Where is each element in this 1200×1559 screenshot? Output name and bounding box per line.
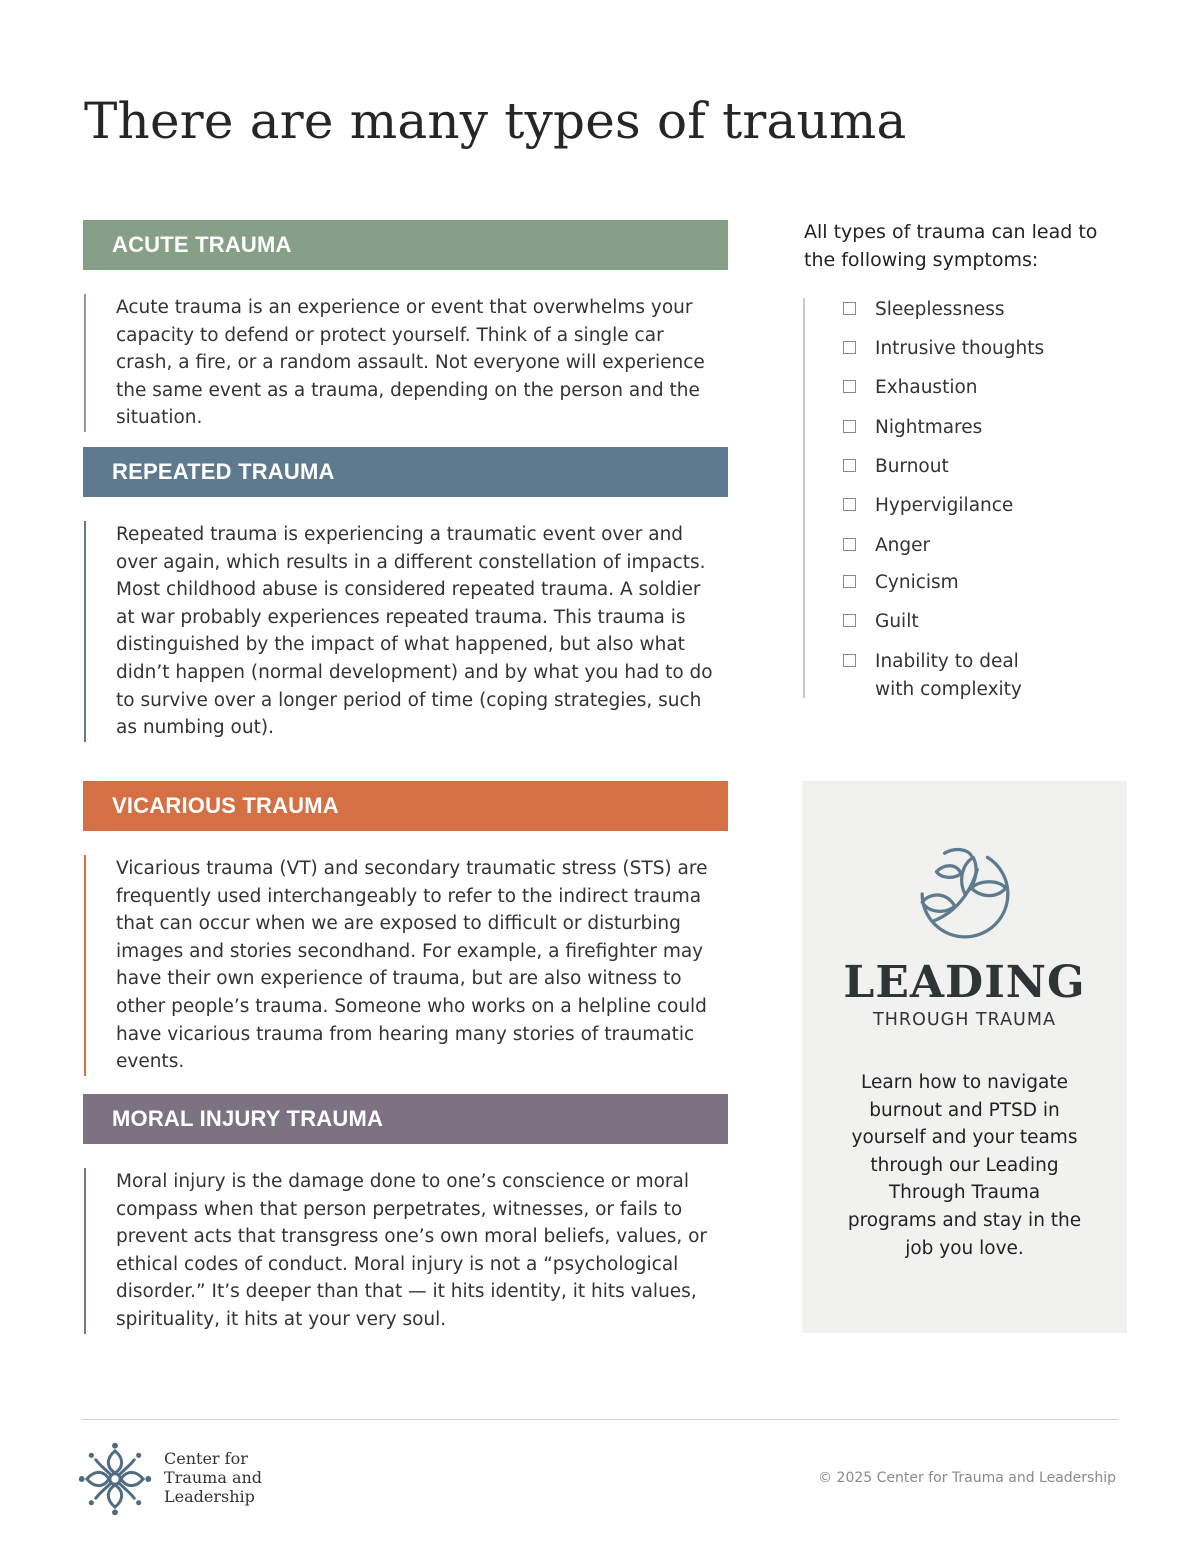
section-heading: ACUTE TRAUMA [83, 220, 728, 270]
section-heading: REPEATED TRAUMA [83, 447, 728, 497]
promo-text: Learn how to navigate burnout and PTSD in yourself and your teams through our Leading Through Trauma programs and stay in the job you love. [847, 1072, 1082, 1259]
checkbox-icon[interactable] [843, 614, 856, 627]
section-heading: MORAL INJURY TRAUMA [83, 1094, 728, 1144]
section-body: Repeated trauma is experiencing a traumatic event over and over again, which results in a different constellation of impacts. Most childhood abuse is considered repeated trauma. A soldier at war probably experiences repeated trauma. This trauma is distinguished by the impact of what happened, but also what didn’t happen (normal development) and by what you had to do to survive over a longer period of time (coping strategies, such as numbing out). [84, 521, 728, 742]
symptom-label: Exhaustion [875, 377, 978, 398]
symptom-label: Sleeplessness [875, 299, 1005, 320]
leading-through-trauma-promo [802, 781, 1127, 1333]
section-body: Acute trauma is an experience or event that overwhelms your capacity to defend or protect yourself. Think of a single car crash, a fire, or a random assault. Not everyone will experience the same event as a trauma, depending on the person and the situation. [84, 294, 728, 432]
section-heading: VICARIOUS TRAUMA [83, 781, 728, 831]
section-vicarious-trauma [83, 781, 728, 1076]
footer-divider [82, 1419, 1118, 1420]
section-acute-trauma [83, 220, 728, 432]
symptom-label: Hypervigilance [875, 495, 1014, 516]
symptom-label: Inability to deal with complexity [875, 651, 1022, 700]
symptom-label: Guilt [875, 611, 919, 632]
section-repeated-trauma [83, 447, 728, 742]
symptom-item[interactable] [843, 492, 1013, 520]
flower-knot-icon [78, 1442, 152, 1516]
symptom-label: Cynicism [875, 572, 959, 593]
symptom-item[interactable] [843, 335, 1044, 363]
footer-copyright: © 2025 Center for Trauma and Leadership [818, 1470, 1116, 1486]
symptom-label: Anger [875, 535, 931, 556]
checkbox-icon[interactable] [843, 538, 856, 551]
symptom-item[interactable] [843, 532, 930, 560]
checkbox-icon[interactable] [843, 420, 856, 433]
symptom-item[interactable] [843, 608, 919, 636]
section-body: Vicarious trauma (VT) and secondary traumatic stress (STS) are frequently used interchangeably to refer to the indirect trauma that can occur when we are exposed to difficult or disturbing images and stories secondhand. For example, a firefighter may have their own experience of trauma, but are also witness to other people’s trauma. Someone who works on a helpline could have vicarious trauma from hearing many stories of traumatic events. [84, 855, 728, 1076]
symptoms-intro: All types of trauma can lead to the following symptoms: [804, 221, 1098, 271]
symptom-label: Nightmares [875, 417, 983, 438]
page-title: There are many types of trauma [84, 92, 907, 150]
symptom-checklist [803, 298, 1125, 698]
symptom-item[interactable] [843, 569, 959, 597]
symptom-item[interactable] [843, 296, 1005, 324]
symptom-item[interactable] [843, 374, 978, 402]
section-body: Moral injury is the damage done to one’s conscience or moral compass when that person perpetrates, witnesses, or fails to prevent acts that transgress one’s own moral beliefs, values, or ethical codes of conduct. Moral injury is not a “psychological disorder.” It’s deeper than that — it hits identity, it hits values, spirituality, it hits at your very soul. [84, 1168, 728, 1334]
checkbox-icon[interactable] [843, 302, 856, 315]
org-line: Leadership [164, 1487, 255, 1506]
promo-title: LEADING [843, 957, 1086, 1008]
symptom-item[interactable] [843, 414, 982, 442]
symptom-item[interactable] [843, 648, 1053, 704]
section-moral-injury-trauma [83, 1094, 728, 1334]
org-line: Center for [164, 1449, 248, 1468]
symptom-label: Intrusive thoughts [875, 338, 1045, 359]
checkbox-icon[interactable] [843, 575, 856, 588]
leaves-circle-icon [914, 841, 1016, 943]
footer-organization-name [164, 1449, 262, 1506]
checkbox-icon[interactable] [843, 654, 856, 667]
checkbox-icon[interactable] [843, 498, 856, 511]
symptom-label: Burnout [875, 456, 949, 477]
checkbox-icon[interactable] [843, 341, 856, 354]
promo-subtitle: THROUGH TRAUMA [873, 1010, 1056, 1030]
checkbox-icon[interactable] [843, 380, 856, 393]
symptom-item[interactable] [843, 453, 949, 481]
checkbox-icon[interactable] [843, 459, 856, 472]
org-line: Trauma and [164, 1468, 263, 1487]
